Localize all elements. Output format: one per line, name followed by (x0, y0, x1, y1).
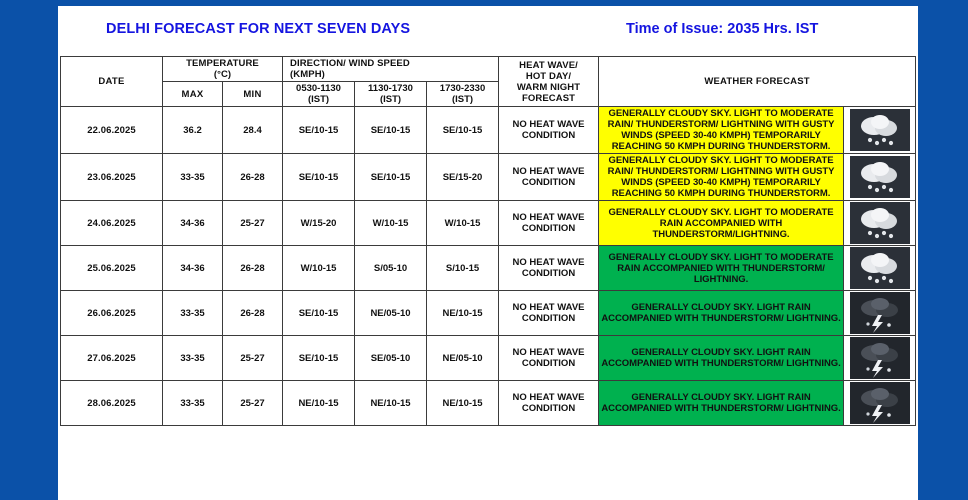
cell-weather-forecast: GENERALLY CLOUDY SKY. LIGHT TO MODERATE RAIN/ THUNDERSTORM/ LIGHTNING WITH GUSTY WINDS (SPEED 30-40 KMPH) TEMPORARILY REACHING 50 KMPH DURING THUNDERSTORM. (599, 154, 844, 201)
column-header-slot-1730-2330 (427, 82, 499, 107)
column-header-slot-0530-1130 (283, 82, 355, 107)
cell-date: 26.06.2025 (61, 291, 163, 336)
column-header-max: MAX (163, 82, 223, 107)
cell-min: 26-28 (223, 154, 283, 201)
cell-heat-wave: NO HEAT WAVE CONDITION (499, 201, 599, 246)
temperature-header-line1: TEMPERATURE (186, 58, 259, 69)
cell-max: 33-35 (163, 154, 223, 201)
table-row (61, 381, 916, 426)
column-header-date: DATE (61, 57, 163, 107)
cell-min: 26-28 (223, 246, 283, 291)
cell-wind-1730-2330: NE/05-10 (427, 336, 499, 381)
rain-cloud-icon (850, 156, 910, 198)
cell-max: 33-35 (163, 291, 223, 336)
cell-min: 25-27 (223, 381, 283, 426)
cell-heat-wave: NO HEAT WAVE CONDITION (499, 381, 599, 426)
cell-wind-0530-1130: SE/10-15 (283, 154, 355, 201)
rain-cloud-icon (850, 109, 910, 151)
temperature-header-line2: (°C) (213, 69, 232, 81)
cell-wind-1730-2330: S/10-15 (427, 246, 499, 291)
table-row (61, 336, 916, 381)
cell-max: 36.2 (163, 107, 223, 154)
cell-wind-0530-1130: SE/10-15 (283, 291, 355, 336)
cell-weather-forecast: GENERALLY CLOUDY SKY. LIGHT RAIN ACCOMPANIED WITH THUNDERSTORM/ LIGHTNING. (599, 291, 844, 336)
cell-min: 26-28 (223, 291, 283, 336)
cell-wind-0530-1130: NE/10-15 (283, 381, 355, 426)
cell-date: 27.06.2025 (61, 336, 163, 381)
forecast-table (60, 56, 916, 426)
issue-time-label: Time of Issue: 2035 Hrs. IST (626, 21, 819, 37)
cell-wind-1130-1730: W/10-15 (355, 201, 427, 246)
cell-wind-1130-1730: NE/05-10 (355, 291, 427, 336)
column-header-heat-wave (499, 57, 599, 107)
column-header-slot-1130-1730 (355, 82, 427, 107)
heat-wave-header-line1: HEAT WAVE/ (519, 59, 578, 71)
cell-wind-1130-1730: S/05-10 (355, 246, 427, 291)
cell-weather-icon (844, 246, 916, 291)
cell-weather-forecast: GENERALLY CLOUDY SKY. LIGHT RAIN ACCOMPANIED WITH THUNDERSTORM/ LIGHTNING. (599, 336, 844, 381)
wind-header-line2: (KMPH) (290, 69, 325, 81)
thunderstorm-icon (850, 337, 910, 379)
table-row (61, 246, 916, 291)
cell-weather-forecast: GENERALLY CLOUDY SKY. LIGHT TO MODERATE RAIN ACCOMPANIED WITH THUNDERSTORM/LIGHTNING. (599, 201, 844, 246)
slot3-time: 1730-2330 (439, 83, 486, 95)
column-header-min: MIN (223, 82, 283, 107)
cell-heat-wave: NO HEAT WAVE CONDITION (499, 246, 599, 291)
rain-cloud-icon (850, 202, 910, 244)
cell-weather-forecast: GENERALLY CLOUDY SKY. LIGHT RAIN ACCOMPANIED WITH THUNDERSTORM/ LIGHTNING. (599, 381, 844, 426)
slot2-time: 1130-1730 (368, 83, 413, 95)
header-row-top (61, 57, 916, 82)
thunderstorm-icon (850, 292, 910, 334)
table-row (61, 291, 916, 336)
cell-min: 25-27 (223, 336, 283, 381)
slot3-unit: (IST) (451, 94, 474, 106)
cell-wind-1130-1730: SE/05-10 (355, 336, 427, 381)
cell-weather-forecast: GENERALLY CLOUDY SKY. LIGHT TO MODERATE RAIN/ THUNDERSTORM/ LIGHTNING WITH GUSTY WINDS (SPEED 30-40 KMPH) TEMPORARILY REACHING 50 KMPH DURING THUNDERSTORM. (599, 107, 844, 154)
cell-max: 33-35 (163, 381, 223, 426)
table-row (61, 107, 916, 154)
thunderstorm-icon (850, 382, 910, 424)
column-header-wind (283, 57, 499, 82)
forecast-sheet (58, 6, 918, 500)
cell-wind-0530-1130: W/15-20 (283, 201, 355, 246)
cell-min: 25-27 (223, 201, 283, 246)
cell-wind-1730-2330: SE/10-15 (427, 107, 499, 154)
heat-wave-header-line4: FORECAST (522, 92, 576, 104)
wind-header-line1: DIRECTION/ WIND SPEED (290, 58, 410, 69)
cell-wind-1730-2330: NE/10-15 (427, 291, 499, 336)
cell-date: 24.06.2025 (61, 201, 163, 246)
heat-wave-header-line3: WARM NIGHT (516, 81, 581, 93)
cell-date: 22.06.2025 (61, 107, 163, 154)
cell-max: 34-36 (163, 246, 223, 291)
cell-wind-0530-1130: W/10-15 (283, 246, 355, 291)
cell-heat-wave: NO HEAT WAVE CONDITION (499, 291, 599, 336)
cell-wind-1730-2330: SE/15-20 (427, 154, 499, 201)
cell-weather-icon (844, 381, 916, 426)
cell-date: 28.06.2025 (61, 381, 163, 426)
cell-weather-forecast: GENERALLY CLOUDY SKY. LIGHT TO MODERATE RAIN ACCOMPANIED WITH THUNDERSTORM/ LIGHTNING. (599, 246, 844, 291)
slot1-unit: (IST) (307, 94, 330, 106)
cell-heat-wave: NO HEAT WAVE CONDITION (499, 107, 599, 154)
cell-weather-icon (844, 154, 916, 201)
cell-date: 23.06.2025 (61, 154, 163, 201)
rain-cloud-icon (850, 247, 910, 289)
cell-wind-0530-1130: SE/10-15 (283, 107, 355, 154)
cell-weather-icon (844, 107, 916, 154)
cell-date: 25.06.2025 (61, 246, 163, 291)
page-title: DELHI FORECAST FOR NEXT SEVEN DAYS (106, 21, 411, 37)
cell-max: 33-35 (163, 336, 223, 381)
heat-wave-header-line2: HOT DAY/ (525, 70, 572, 82)
column-header-temperature (163, 57, 283, 82)
cell-wind-0530-1130: SE/10-15 (283, 336, 355, 381)
slot1-time: 0530-1130 (296, 83, 341, 95)
cell-max: 34-36 (163, 201, 223, 246)
cell-wind-1130-1730: SE/10-15 (355, 154, 427, 201)
slot2-unit: (IST) (379, 94, 402, 106)
cell-wind-1130-1730: NE/10-15 (355, 381, 427, 426)
cell-weather-icon (844, 291, 916, 336)
cell-wind-1730-2330: NE/10-15 (427, 381, 499, 426)
cell-min: 28.4 (223, 107, 283, 154)
table-row (61, 154, 916, 201)
table-row (61, 201, 916, 246)
cell-heat-wave: NO HEAT WAVE CONDITION (499, 154, 599, 201)
sheet-header (58, 6, 918, 52)
cell-wind-1130-1730: SE/10-15 (355, 107, 427, 154)
cell-wind-1730-2330: W/10-15 (427, 201, 499, 246)
cell-heat-wave: NO HEAT WAVE CONDITION (499, 336, 599, 381)
cell-weather-icon (844, 201, 916, 246)
column-header-weather-forecast: WEATHER FORECAST (599, 57, 916, 107)
table-header (61, 57, 916, 107)
cell-weather-icon (844, 336, 916, 381)
table-body (61, 107, 916, 426)
